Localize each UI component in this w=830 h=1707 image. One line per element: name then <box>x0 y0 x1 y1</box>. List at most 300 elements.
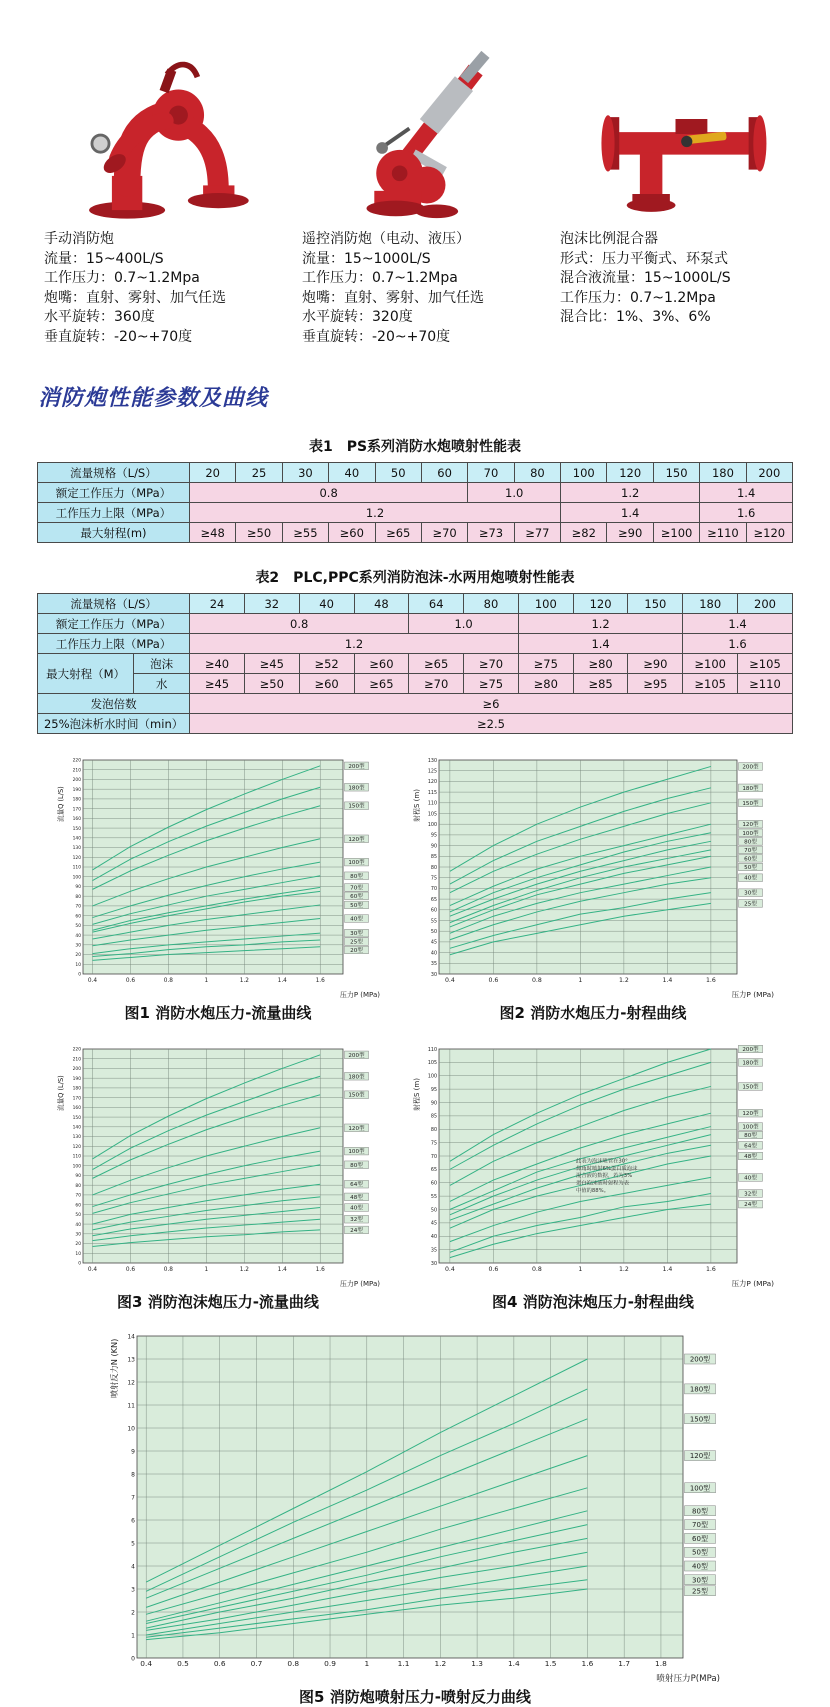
y-tick-label: 85 <box>430 1114 437 1120</box>
series-label: 48型 <box>350 1194 363 1201</box>
x-tick-label: 1.6 <box>315 1267 325 1273</box>
row-label-cell: 最大射程(m) <box>37 523 189 543</box>
y-tick-label: 45 <box>430 940 437 946</box>
foam-proportioner-image <box>560 26 806 224</box>
y-tick-label: 3 <box>131 1586 135 1594</box>
y-tick-label: 35 <box>430 1248 437 1254</box>
series-label: 80型 <box>744 839 757 846</box>
value-cell: 0.8 <box>190 614 409 634</box>
y-tick-label: 70 <box>75 904 81 910</box>
y-tick-label: 13 <box>127 1356 135 1364</box>
x-tick-label: 1.5 <box>544 1659 557 1668</box>
value-cell: 180 <box>683 594 738 614</box>
value-cell: 70 <box>468 463 514 483</box>
y-tick-label: 10 <box>127 1425 135 1433</box>
figure-4-foam-range-chart <box>409 1039 777 1312</box>
series-label: 120型 <box>742 1111 759 1118</box>
x-tick-label: 1.2 <box>434 1659 447 1668</box>
y-tick-label: 220 <box>72 758 81 764</box>
y-tick-label: 140 <box>72 1125 81 1131</box>
x-tick-label: 1.8 <box>655 1659 667 1668</box>
charts-row-1 <box>0 750 830 1023</box>
value-cell: 120 <box>573 594 628 614</box>
y-tick-label: 180 <box>72 797 81 803</box>
series-label: 180型 <box>348 1074 365 1081</box>
section-heading: 消防炮性能参数及曲线 <box>38 386 269 411</box>
y-tick-label: 45 <box>430 1221 437 1227</box>
value-cell: ≥90 <box>628 654 683 674</box>
value-cell: ≥73 <box>468 523 514 543</box>
value-cell: 32 <box>244 594 299 614</box>
value-cell: 1.4 <box>683 614 793 634</box>
row-label-cell: 额定工作压力（MPa） <box>38 614 190 634</box>
product-foam-proportioner <box>560 26 806 347</box>
y-tick-label: 120 <box>427 780 437 786</box>
value-cell: ≥45 <box>244 654 299 674</box>
y-tick-label: 0 <box>78 1261 81 1267</box>
value-cell: ≥105 <box>738 654 793 674</box>
value-cell: ≥60 <box>299 674 354 694</box>
row-label-cell: 水 <box>134 674 190 694</box>
y-axis-label: 射程S (m) <box>413 1078 421 1111</box>
series-label: 32型 <box>350 1217 363 1224</box>
y-tick-label: 50 <box>75 924 81 930</box>
y-tick-label: 60 <box>430 908 437 914</box>
y-axis-label: 喷射反力N (KN) <box>109 1338 119 1398</box>
manual-fire-monitor-specs <box>44 230 290 347</box>
charts-row-3 <box>0 1326 830 1707</box>
y-axis-label: 流量Q (L/S) <box>57 786 65 822</box>
x-tick-label: 0.8 <box>163 978 174 984</box>
y-tick-label: 4 <box>131 1563 135 1571</box>
y-tick-label: 30 <box>75 1232 81 1238</box>
x-tick-label: 0.6 <box>488 977 499 984</box>
product-manual-fire-monitor <box>44 26 290 347</box>
products-section <box>0 0 830 347</box>
product-spec-line: 工作压力：0.7~1.2Mpa <box>302 270 458 286</box>
value-cell: ≥100 <box>683 654 738 674</box>
y-tick-label: 130 <box>72 846 81 852</box>
y-tick-label: 35 <box>430 962 437 968</box>
y-tick-label: 20 <box>75 1242 81 1248</box>
y-tick-label: 120 <box>72 855 81 861</box>
x-tick-label: 1.6 <box>705 1266 716 1273</box>
x-tick-label: 1.2 <box>239 978 249 984</box>
y-tick-label: 140 <box>72 836 81 842</box>
product-spec-line: 流量：15~400L/S <box>44 250 164 267</box>
value-cell: 1.4 <box>518 634 682 654</box>
y-tick-label: 125 <box>427 769 437 775</box>
y-tick-label: 80 <box>75 1183 81 1189</box>
y-tick-label: 100 <box>72 1164 81 1170</box>
value-cell: 40 <box>299 594 354 614</box>
y-axis-label: 射程S (m) <box>413 789 421 822</box>
chart-canvas <box>53 750 383 1000</box>
foam-proportioner-specs <box>560 230 806 328</box>
series-label: 30型 <box>744 890 757 897</box>
value-cell: ≥55 <box>282 523 328 543</box>
value-cell: ≥110 <box>700 523 746 543</box>
y-tick-label: 30 <box>430 972 437 978</box>
series-label: 50型 <box>744 865 757 872</box>
fire-monitor-icon <box>72 29 262 224</box>
x-tick-label: 1.4 <box>662 1266 673 1273</box>
x-tick-label: 1 <box>578 1266 583 1273</box>
value-cell: 50 <box>375 463 421 483</box>
y-tick-label: 80 <box>430 865 437 871</box>
x-tick-label: 1 <box>578 977 583 984</box>
y-tick-label: 30 <box>430 1261 437 1267</box>
series-label: 30型 <box>692 1576 708 1585</box>
value-cell: ≥80 <box>573 654 628 674</box>
series-label: 40型 <box>744 1175 757 1182</box>
x-tick-label: 1.4 <box>507 1659 520 1668</box>
y-tick-label: 110 <box>72 1154 81 1160</box>
chart-canvas <box>53 1039 383 1289</box>
y-tick-label: 50 <box>75 1213 81 1219</box>
y-tick-label: 210 <box>72 768 81 774</box>
series-label: 70型 <box>692 1521 708 1530</box>
series-label: 150型 <box>348 803 365 810</box>
series-label: 200型 <box>348 1052 365 1059</box>
y-tick-label: 150 <box>72 1115 81 1121</box>
y-tick-label: 60 <box>75 914 81 920</box>
table-row <box>38 614 793 634</box>
value-cell: ≥60 <box>354 654 409 674</box>
product-spec-line: 混合液流量：15~1000L/S <box>560 270 731 286</box>
table-ps-water-monitor <box>37 462 793 543</box>
y-tick-label: 40 <box>430 1235 437 1241</box>
y-tick-label: 190 <box>72 1076 81 1082</box>
y-tick-label: 100 <box>72 875 81 881</box>
product-spec-line: 垂直旋转：-20~+70度 <box>302 328 451 345</box>
value-cell: 48 <box>354 594 409 614</box>
y-tick-label: 11 <box>127 1402 135 1410</box>
row-label-cell: 额定工作压力（MPa） <box>37 483 189 503</box>
y-tick-label: 130 <box>427 758 437 764</box>
y-tick-label: 65 <box>430 897 437 903</box>
value-cell: 180 <box>700 463 746 483</box>
value-cell: 64 <box>409 594 464 614</box>
y-tick-label: 110 <box>72 865 81 871</box>
table-row <box>38 674 793 694</box>
manual-fire-monitor-image <box>44 26 290 224</box>
y-tick-label: 200 <box>72 1067 81 1073</box>
row-label-cell: 流量规格（L/S） <box>37 463 189 483</box>
series-label: 200型 <box>742 1047 759 1054</box>
x-tick-label: 0.8 <box>531 977 542 984</box>
value-cell: ≥77 <box>514 523 560 543</box>
table2-title: 表2 PLC,PPC系列消防泡沫-水两用炮喷射性能表 <box>255 570 575 586</box>
value-cell: 1.0 <box>468 483 561 503</box>
value-cell: ≥110 <box>738 674 793 694</box>
x-tick-label: 1.3 <box>471 1659 483 1668</box>
y-tick-label: 2 <box>131 1609 135 1617</box>
y-tick-label: 210 <box>72 1057 81 1063</box>
series-label: 40型 <box>744 875 757 882</box>
y-tick-label: 5 <box>131 1540 135 1548</box>
value-cell: 1.6 <box>700 503 793 523</box>
value-cell: 1.2 <box>561 483 700 503</box>
series-label: 200型 <box>742 764 759 771</box>
figure-caption: 图4 消防泡沫炮压力-射程曲线 <box>492 1293 694 1311</box>
series-label: 70型 <box>744 847 757 854</box>
y-tick-label: 75 <box>430 1141 437 1147</box>
product-spec-line: 炮嘴：直射、雾射、加气任选 <box>44 289 226 306</box>
y-tick-label: 70 <box>75 1193 81 1199</box>
value-cell: 120 <box>607 463 653 483</box>
row-label-cell: 25%泡沫析水时间（min） <box>38 714 190 734</box>
y-tick-label: 90 <box>75 1174 81 1180</box>
product-spec-line: 工作压力：0.7~1.2Mpa <box>560 289 716 306</box>
series-label: 40型 <box>350 916 363 923</box>
y-tick-label: 160 <box>72 1106 81 1112</box>
y-tick-label: 85 <box>430 855 437 861</box>
value-cell: 1.6 <box>683 634 793 654</box>
series-label: 100型 <box>689 1484 711 1493</box>
y-tick-label: 200 <box>72 778 81 784</box>
figure-caption: 图1 消防水炮压力-流量曲线 <box>124 1004 312 1022</box>
table1-title: 表1 PS系列消防水炮喷射性能表 <box>308 439 522 455</box>
value-cell: 1.2 <box>190 634 519 654</box>
value-cell: ≥2.5 <box>190 714 793 734</box>
value-cell: 30 <box>282 463 328 483</box>
series-label: 64型 <box>350 1182 363 1189</box>
x-axis-label: 压力P (MPa) <box>731 1279 774 1288</box>
figure-caption: 图2 消防水炮压力-射程曲线 <box>499 1004 687 1022</box>
y-tick-label: 40 <box>430 951 437 957</box>
y-tick-label: 105 <box>427 1061 437 1067</box>
table-row <box>38 714 793 734</box>
x-axis-label: 喷射压力P(MPa) <box>656 1674 720 1684</box>
series-label: 180型 <box>742 785 759 792</box>
y-tick-label: 12 <box>127 1379 135 1387</box>
series-label: 24型 <box>744 1202 757 1209</box>
y-tick-label: 115 <box>427 790 437 796</box>
value-cell: 1.4 <box>700 483 793 503</box>
y-tick-label: 70 <box>430 1154 437 1160</box>
x-tick-label: 0.4 <box>140 1659 153 1668</box>
y-tick-label: 60 <box>430 1181 437 1187</box>
series-label: 80型 <box>692 1507 708 1516</box>
value-cell: 60 <box>421 463 467 483</box>
series-label: 180型 <box>689 1385 711 1394</box>
product-spec-line: 炮嘴：直射、雾射、加气任选 <box>302 289 484 306</box>
charts-row-2 <box>0 1039 830 1312</box>
value-cell: ≥70 <box>421 523 467 543</box>
remote-fire-monitor-image <box>302 26 548 224</box>
value-cell: ≥105 <box>683 674 738 694</box>
value-cell: 80 <box>464 594 519 614</box>
value-cell: ≥60 <box>329 523 375 543</box>
series-label: 120型 <box>348 1125 365 1132</box>
value-cell: ≥45 <box>190 674 245 694</box>
value-cell: ≥50 <box>244 674 299 694</box>
chart-canvas <box>409 1039 777 1289</box>
value-cell: 0.8 <box>189 483 467 503</box>
y-tick-label: 65 <box>430 1168 437 1174</box>
x-tick-label: 0.4 <box>444 977 455 984</box>
y-tick-label: 120 <box>72 1144 81 1150</box>
y-tick-label: 20 <box>75 953 81 959</box>
table-row <box>37 463 792 483</box>
y-tick-label: 0 <box>131 1655 135 1663</box>
y-axis-label: 流量Q (L/S) <box>57 1075 65 1111</box>
y-tick-label: 75 <box>430 876 437 882</box>
y-tick-label: 9 <box>131 1448 135 1456</box>
y-tick-label: 40 <box>75 933 81 939</box>
series-label: 100型 <box>742 1124 759 1131</box>
series-label: 120型 <box>348 836 365 843</box>
figure-5-reaction-force-chart <box>107 1326 723 1707</box>
x-tick-label: 1.2 <box>618 1266 629 1273</box>
table-row <box>37 503 792 523</box>
value-cell: ≥90 <box>607 523 653 543</box>
y-tick-label: 220 <box>72 1047 81 1053</box>
value-cell: 40 <box>329 463 375 483</box>
y-tick-label: 7 <box>131 1494 135 1502</box>
value-cell: ≥6 <box>190 694 793 714</box>
product-spec-line: 混合比：1%、3%、6% <box>560 309 711 325</box>
x-tick-label: 1.4 <box>277 1267 287 1273</box>
x-tick-label: 0.4 <box>87 1267 98 1273</box>
y-tick-label: 90 <box>430 844 437 850</box>
table-row <box>37 483 792 503</box>
figure-caption: 图5 消防炮喷射压力-喷射反力曲线 <box>299 1688 531 1706</box>
x-tick-label: 1.4 <box>277 978 287 984</box>
row-label-cell: 最大射程（M） <box>38 654 134 694</box>
table-row <box>37 523 792 543</box>
x-tick-label: 1.6 <box>315 978 325 984</box>
product-spec-line: 水平旋转：360度 <box>44 309 155 325</box>
row-label-cell: 流量规格（L/S） <box>38 594 190 614</box>
series-label: 50型 <box>350 902 363 909</box>
series-label: 150型 <box>742 800 759 807</box>
value-cell: 1.2 <box>189 503 560 523</box>
y-tick-label: 90 <box>75 885 81 891</box>
series-label: 25型 <box>350 939 363 946</box>
x-tick-label: 1 <box>364 1659 370 1668</box>
remote-fire-monitor-specs <box>302 230 548 347</box>
product-remote-fire-monitor <box>302 26 548 347</box>
value-cell: 150 <box>653 463 699 483</box>
value-cell: ≥48 <box>189 523 235 543</box>
series-label: 25型 <box>692 1587 708 1596</box>
series-label: 60型 <box>350 893 363 900</box>
value-cell: 200 <box>746 463 792 483</box>
y-tick-label: 14 <box>127 1333 135 1341</box>
row-label-cell: 泡沫 <box>134 654 190 674</box>
series-label: 80型 <box>350 1162 363 1169</box>
x-tick-label: 1.2 <box>618 977 629 984</box>
product-spec-line: 工作压力：0.7~1.2Mpa <box>44 270 200 286</box>
product-spec-line: 水平旋转：320度 <box>302 309 413 325</box>
y-tick-label: 8 <box>131 1471 135 1479</box>
product-spec-line: 流量：15~1000L/S <box>302 250 431 267</box>
product-spec-line: 泡沫比例混合器 <box>560 231 658 247</box>
value-cell: 25 <box>236 463 282 483</box>
series-label: 180型 <box>742 1060 759 1067</box>
chart-canvas <box>409 750 777 1000</box>
y-tick-label: 55 <box>430 919 437 925</box>
y-tick-label: 160 <box>72 817 81 823</box>
value-cell: ≥52 <box>299 654 354 674</box>
value-cell: 150 <box>628 594 683 614</box>
figure-caption: 图3 消防泡沫炮压力-流量曲线 <box>117 1293 319 1311</box>
series-label: 24型 <box>350 1227 363 1234</box>
value-cell: 24 <box>190 594 245 614</box>
y-tick-label: 40 <box>75 1222 81 1228</box>
y-tick-label: 80 <box>430 1128 437 1134</box>
value-cell: ≥70 <box>409 674 464 694</box>
y-tick-label: 60 <box>75 1203 81 1209</box>
x-tick-label: 0.9 <box>324 1659 336 1668</box>
y-tick-label: 170 <box>72 807 81 813</box>
x-tick-label: 1.2 <box>239 1267 249 1273</box>
series-label: 40型 <box>692 1562 708 1571</box>
y-tick-label: 95 <box>430 833 437 839</box>
y-tick-label: 105 <box>427 812 437 818</box>
y-tick-label: 90 <box>430 1101 437 1107</box>
series-label: 60型 <box>692 1534 708 1543</box>
figure-1-water-flow-chart <box>53 750 383 1023</box>
value-cell: ≥75 <box>464 674 519 694</box>
x-tick-label: 0.8 <box>531 1266 542 1273</box>
value-cell: ≥70 <box>464 654 519 674</box>
table-row <box>38 634 793 654</box>
series-label: 120型 <box>689 1452 711 1461</box>
x-tick-label: 0.7 <box>250 1659 263 1668</box>
value-cell: ≥50 <box>236 523 282 543</box>
y-tick-label: 10 <box>75 962 81 968</box>
x-tick-label: 0.6 <box>213 1659 226 1668</box>
value-cell: 1.0 <box>409 614 519 634</box>
x-tick-label: 1.6 <box>705 977 716 984</box>
table-row <box>38 654 793 674</box>
y-tick-label: 50 <box>430 930 437 936</box>
x-tick-label: 0.6 <box>125 1267 136 1273</box>
series-label: 150型 <box>348 1092 365 1099</box>
x-axis-label: 压力P (MPa) <box>731 990 774 999</box>
series-label: 50型 <box>692 1548 708 1557</box>
value-cell: ≥120 <box>746 523 792 543</box>
y-tick-label: 130 <box>72 1135 81 1141</box>
x-tick-label: 0.6 <box>125 978 136 984</box>
x-tick-label: 1.7 <box>618 1659 631 1668</box>
product-spec-line: 垂直旋转：-20~+70度 <box>44 328 193 345</box>
series-label: 70型 <box>350 885 363 892</box>
table-plc-ppc-foam-water-monitor <box>37 593 793 734</box>
row-label-cell: 发泡倍数 <box>38 694 190 714</box>
series-label: 30型 <box>350 931 363 938</box>
y-tick-label: 100 <box>427 823 437 829</box>
x-axis-label: 压力P (MPa) <box>339 1280 380 1288</box>
series-label: 100型 <box>348 1149 365 1156</box>
x-tick-label: 1 <box>204 1267 209 1273</box>
x-axis-label: 压力P (MPa) <box>339 991 380 999</box>
y-tick-label: 6 <box>131 1517 135 1525</box>
y-tick-label: 100 <box>427 1074 437 1080</box>
y-tick-label: 50 <box>430 1208 437 1214</box>
y-tick-label: 0 <box>78 972 81 978</box>
value-cell: ≥95 <box>628 674 683 694</box>
series-label: 100型 <box>348 860 365 867</box>
x-tick-label: 1.1 <box>397 1659 410 1668</box>
y-tick-label: 30 <box>75 943 81 949</box>
value-cell: ≥85 <box>573 674 628 694</box>
row-label-cell: 工作压力上限（MPa） <box>38 634 190 654</box>
y-tick-label: 70 <box>430 887 437 893</box>
